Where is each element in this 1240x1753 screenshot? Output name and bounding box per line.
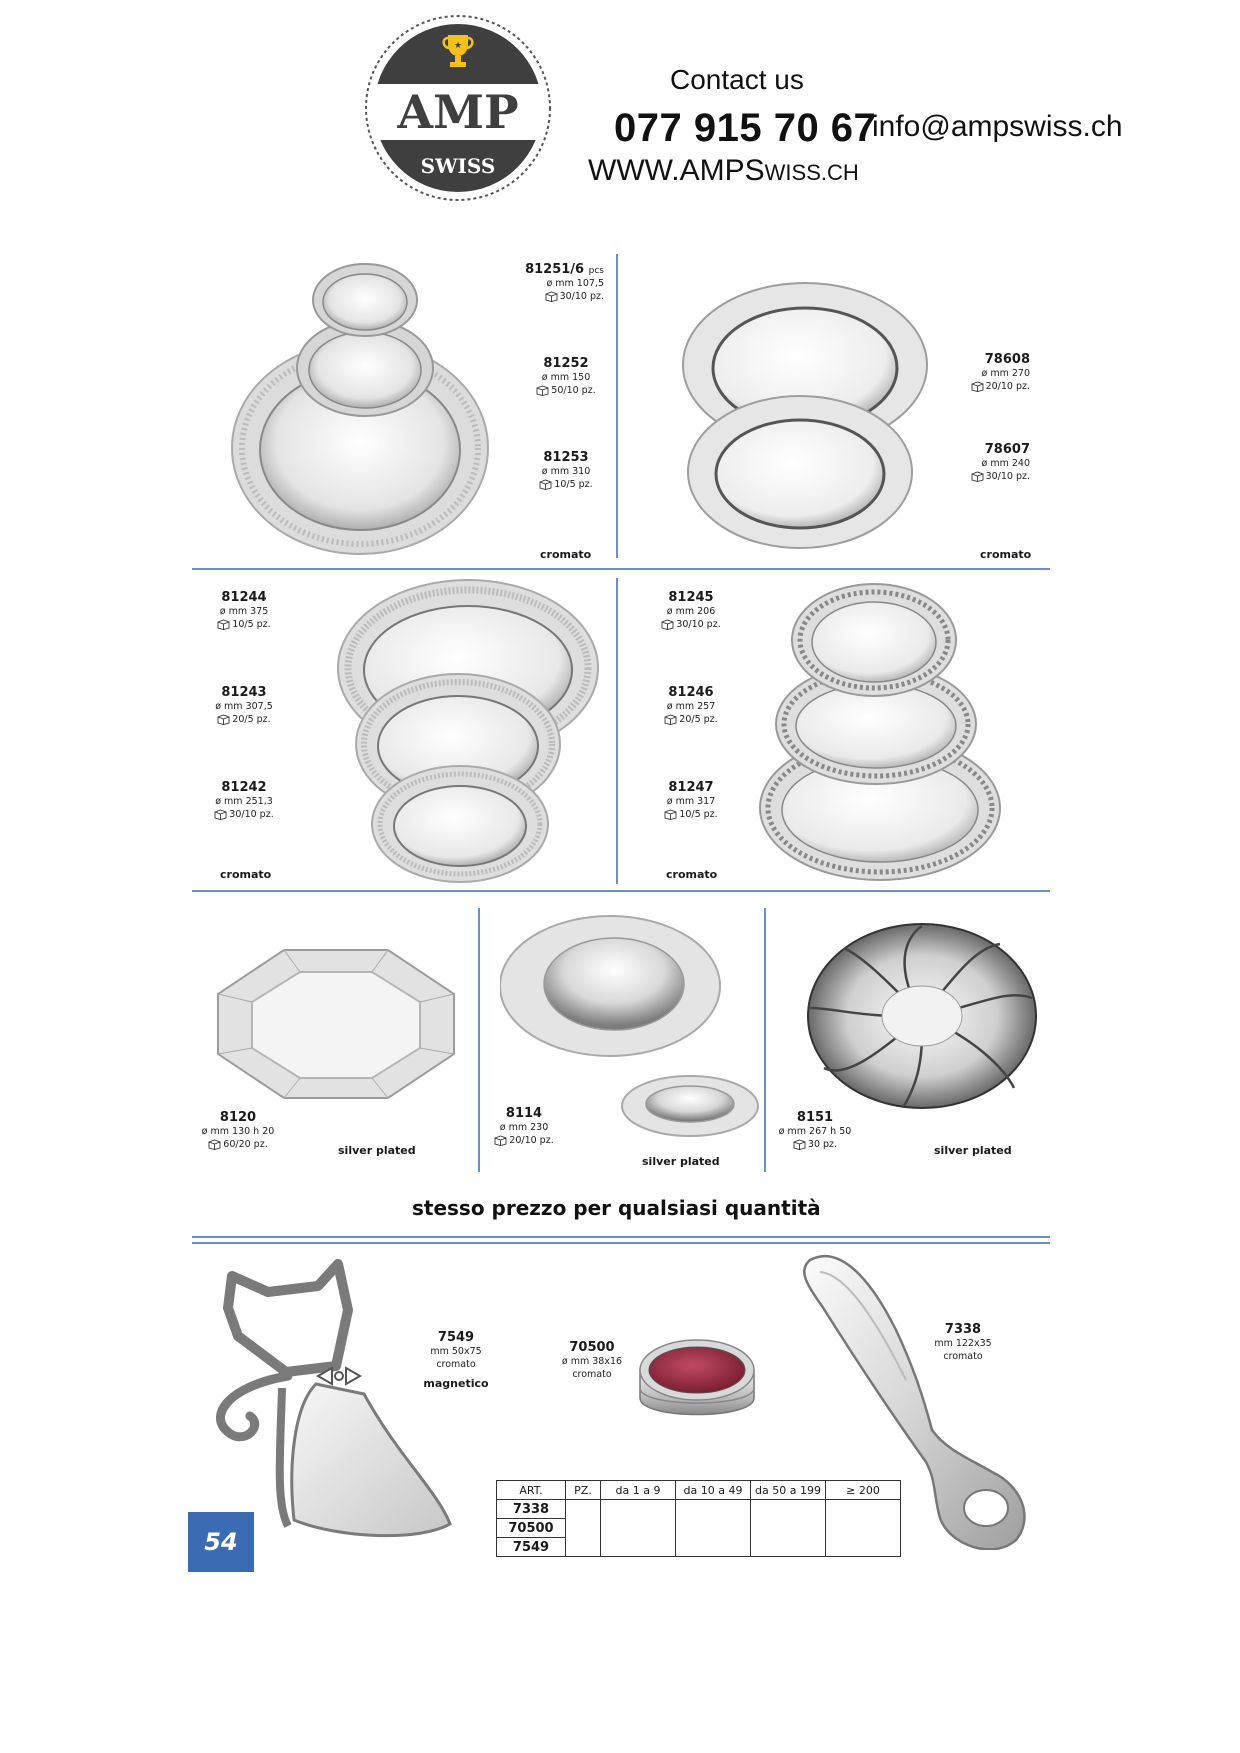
product-81243 bbox=[208, 685, 280, 726]
box-icon bbox=[217, 619, 230, 630]
product-78608 bbox=[956, 352, 1030, 393]
table-cell[interactable] bbox=[601, 1519, 676, 1538]
product-code: 8151 bbox=[796, 1110, 834, 1125]
table-cell[interactable] bbox=[826, 1500, 901, 1519]
product-code: 81253 bbox=[543, 450, 589, 465]
box-icon bbox=[664, 809, 677, 820]
product-size: ø mm 150 bbox=[541, 372, 591, 383]
product-size: ø mm 206 bbox=[666, 606, 716, 617]
svg-text:★: ★ bbox=[453, 41, 463, 51]
product-finish: cromato bbox=[436, 1359, 476, 1370]
finish-label: cromato bbox=[540, 548, 592, 561]
trophy-icon bbox=[442, 32, 474, 70]
product-7338 bbox=[928, 1322, 998, 1363]
product-finish: cromato bbox=[572, 1369, 612, 1380]
divider-vertical bbox=[616, 254, 618, 558]
logo-bottom-text: SWISS bbox=[420, 154, 496, 178]
product-size: ø mm 307,5 bbox=[215, 701, 273, 712]
table-cell[interactable] bbox=[601, 1500, 676, 1519]
product-8120 bbox=[200, 1110, 276, 1151]
product-70500 bbox=[554, 1340, 630, 1381]
table-cell[interactable] bbox=[826, 1538, 901, 1557]
header-pz: PZ. bbox=[566, 1481, 601, 1500]
product-size: ø mm 270 bbox=[981, 368, 1030, 379]
product-81247 bbox=[656, 780, 726, 821]
box-icon bbox=[971, 471, 984, 482]
box-icon bbox=[539, 479, 552, 490]
finish-label: silver plated bbox=[642, 1155, 720, 1168]
table-cell[interactable] bbox=[676, 1538, 751, 1557]
box-icon bbox=[214, 809, 227, 820]
product-image-trays-81244 bbox=[330, 578, 600, 884]
product-pack: 30/10 pz. bbox=[208, 808, 280, 821]
product-code: 81242 bbox=[221, 780, 267, 795]
contact-title: Contact us bbox=[670, 64, 804, 95]
header-tier-4: ≥ 200 bbox=[826, 1481, 901, 1500]
product-code: 7338 bbox=[944, 1322, 982, 1337]
box-icon bbox=[217, 714, 230, 725]
product-pack: 20/10 pz. bbox=[494, 1134, 554, 1147]
product-pack: 50/10 pz. bbox=[536, 384, 596, 397]
product-code: 81245 bbox=[668, 590, 714, 605]
product-pack: 10/5 pz. bbox=[214, 618, 274, 631]
product-size: ø mm 375 bbox=[219, 606, 269, 617]
table-cell[interactable] bbox=[826, 1519, 901, 1538]
product-size: ø mm 251,3 bbox=[215, 796, 273, 807]
product-81246 bbox=[656, 685, 726, 726]
product-size: ø mm 310 bbox=[541, 466, 591, 477]
product-code: 81247 bbox=[668, 780, 714, 795]
box-icon bbox=[536, 385, 549, 396]
product-size: ø mm 107,5 bbox=[546, 278, 604, 289]
product-8114 bbox=[494, 1106, 554, 1147]
table-row bbox=[497, 1500, 901, 1519]
product-pack: 20/5 pz. bbox=[656, 713, 726, 726]
product-81252 bbox=[536, 356, 596, 397]
table-cell[interactable] bbox=[751, 1500, 826, 1519]
product-code: 8120 bbox=[219, 1110, 257, 1125]
product-78607 bbox=[956, 442, 1030, 483]
product-81244 bbox=[214, 590, 274, 631]
product-size: ø mm 317 bbox=[666, 796, 716, 807]
box-icon bbox=[208, 1139, 221, 1150]
divider-horizontal bbox=[192, 890, 1050, 892]
header-tier-3: da 50 a 199 bbox=[751, 1481, 826, 1500]
divider-horizontal bbox=[192, 1236, 1050, 1238]
product-pack: 10/5 pz. bbox=[536, 478, 596, 491]
divider-vertical bbox=[616, 578, 618, 884]
website-main: WWW.AMPS bbox=[588, 154, 765, 187]
product-code: 81251/6 pcs bbox=[525, 262, 604, 277]
table-cell[interactable] bbox=[751, 1519, 826, 1538]
product-pack: 20/5 pz. bbox=[208, 713, 280, 726]
product-code: 81252 bbox=[543, 356, 589, 371]
product-code: 81244 bbox=[221, 590, 267, 605]
finish-label: cromato bbox=[980, 548, 1032, 561]
website-link[interactable] bbox=[588, 154, 859, 188]
product-finish: cromato bbox=[943, 1351, 983, 1362]
phone-number[interactable]: 077 915 70 67 bbox=[614, 106, 877, 150]
product-pack: 30/10 pz. bbox=[500, 290, 604, 303]
box-icon bbox=[661, 619, 674, 630]
finish-label: silver plated bbox=[934, 1144, 1012, 1157]
product-pack: 30 pz. bbox=[772, 1138, 858, 1151]
product-code: 78608 bbox=[984, 352, 1030, 367]
box-icon bbox=[664, 714, 677, 725]
product-image-plates-78608 bbox=[680, 280, 930, 550]
table-cell[interactable] bbox=[566, 1538, 601, 1557]
product-81242 bbox=[208, 780, 280, 821]
product-pack: 30/10 pz. bbox=[956, 470, 1030, 483]
header-tier-2: da 10 a 49 bbox=[676, 1481, 751, 1500]
product-81253 bbox=[536, 450, 596, 491]
table-cell[interactable] bbox=[751, 1538, 826, 1557]
product-size: ø mm 130 h 20 bbox=[201, 1126, 275, 1137]
table-cell-art: 7338 bbox=[497, 1500, 566, 1519]
product-pack: 20/10 pz. bbox=[956, 380, 1030, 393]
product-code: 8114 bbox=[505, 1106, 543, 1121]
product-image-trays-81251 bbox=[230, 258, 490, 558]
product-size: ø mm 230 bbox=[499, 1122, 549, 1133]
table-header-row bbox=[497, 1481, 901, 1500]
header-art: ART. bbox=[497, 1481, 566, 1500]
product-size: ø mm 240 bbox=[981, 458, 1030, 469]
product-81251 bbox=[500, 262, 604, 303]
product-81245 bbox=[656, 590, 726, 631]
finish-label: silver plated bbox=[338, 1144, 416, 1157]
product-code: 70500 bbox=[569, 1340, 615, 1355]
table-row bbox=[497, 1538, 901, 1557]
price-table bbox=[496, 1480, 901, 1557]
product-code: 81243 bbox=[221, 685, 267, 700]
table-cell[interactable] bbox=[601, 1538, 676, 1557]
slogan: stesso prezzo per qualsiasi quantità bbox=[412, 1196, 821, 1220]
table-cell[interactable] bbox=[676, 1519, 751, 1538]
table-cell[interactable] bbox=[676, 1500, 751, 1519]
product-7549 bbox=[420, 1330, 492, 1390]
email-link[interactable]: info@ampswiss.ch bbox=[872, 110, 1123, 143]
box-icon bbox=[545, 291, 558, 302]
finish-label: cromato bbox=[220, 868, 272, 881]
divider-vertical bbox=[764, 908, 766, 1172]
logo bbox=[364, 14, 552, 202]
product-pack: 10/5 pz. bbox=[656, 808, 726, 821]
divider-horizontal bbox=[192, 1242, 1050, 1244]
product-pack: 60/20 pz. bbox=[200, 1138, 276, 1151]
product-code: 81246 bbox=[668, 685, 714, 700]
divider-vertical bbox=[478, 908, 480, 1172]
box-icon bbox=[494, 1135, 507, 1146]
table-cell[interactable] bbox=[566, 1519, 601, 1538]
product-image-octagonal-dish-8120 bbox=[214, 944, 458, 1104]
box-icon bbox=[971, 381, 984, 392]
product-code: 7549 bbox=[437, 1330, 475, 1345]
product-8151 bbox=[772, 1110, 858, 1151]
divider-horizontal bbox=[192, 568, 1050, 570]
product-image-fluted-bowl-8151 bbox=[804, 918, 1040, 1114]
table-row bbox=[497, 1519, 901, 1538]
finish-label: cromato bbox=[666, 868, 718, 881]
product-size: mm 50x75 bbox=[430, 1346, 482, 1357]
box-icon bbox=[793, 1139, 806, 1150]
product-pack: 30/10 pz. bbox=[656, 618, 726, 631]
product-size: ø mm 257 bbox=[666, 701, 716, 712]
product-image-coaster-70500 bbox=[636, 1332, 758, 1436]
table-cell-art: 70500 bbox=[497, 1519, 566, 1538]
product-code: 78607 bbox=[984, 442, 1030, 457]
logo-top-text: AMP bbox=[397, 85, 519, 139]
table-cell-art: 7549 bbox=[497, 1538, 566, 1557]
product-image-cat-opener-7549 bbox=[198, 1256, 462, 1544]
product-feature: magnetico bbox=[423, 1377, 489, 1390]
product-size: ø mm 267 h 50 bbox=[778, 1126, 852, 1137]
header-tier-1: da 1 a 9 bbox=[601, 1481, 676, 1500]
product-size: mm 122x35 bbox=[934, 1338, 992, 1349]
product-image-trays-81245 bbox=[752, 578, 1002, 884]
product-size: ø mm 38x16 bbox=[561, 1356, 623, 1367]
table-cell[interactable] bbox=[566, 1500, 601, 1519]
website-small: WISS.CH bbox=[764, 160, 859, 185]
page-number: 54 bbox=[188, 1512, 254, 1572]
